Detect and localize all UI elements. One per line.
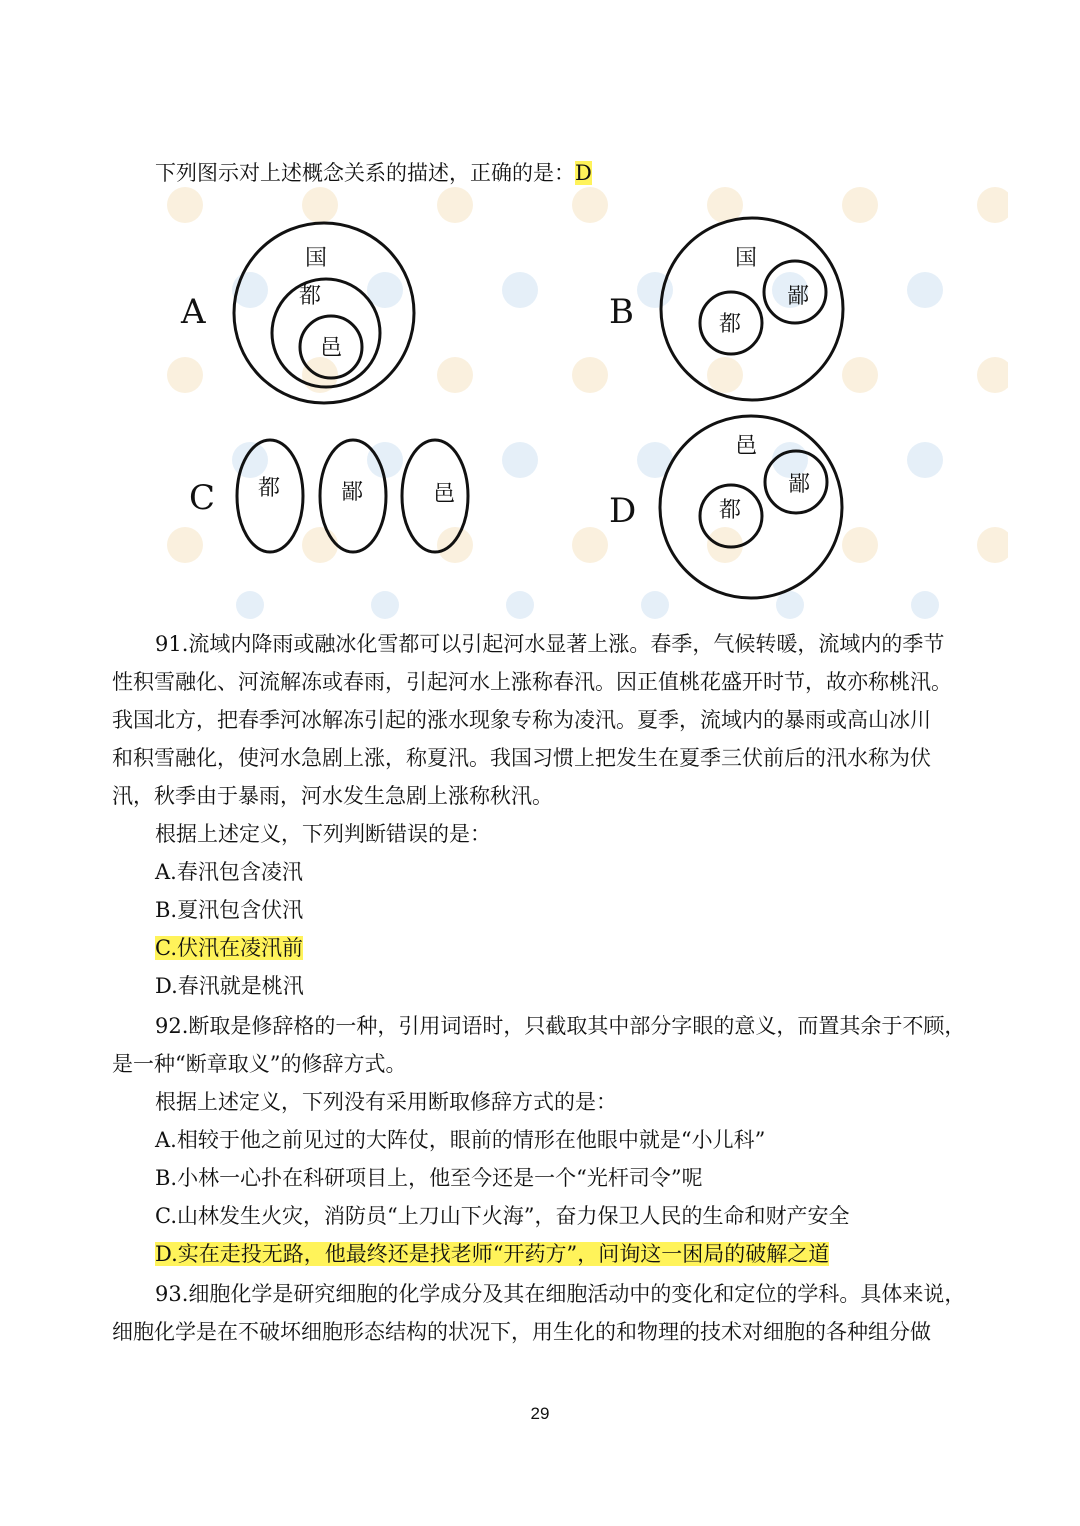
answer-highlight: D — [575, 161, 592, 185]
q92-option-d-row — [155, 1240, 829, 1268]
panel-b-label: B — [609, 292, 634, 332]
watermark-pattern — [167, 187, 1008, 619]
panel-d-outer-label: 邑 — [735, 434, 758, 459]
q91-line-1: 91.流域内降雨或融冰化雪都可以引起河水显著上涨。春季，气候转暖，流域内的季节 — [155, 632, 945, 656]
panel-d-right-label: 鄙 — [788, 472, 811, 497]
q92-line-2: 是一种“断章取义”的修辞方式。 — [112, 1052, 407, 1076]
panel-a-inner-label: 邑 — [320, 336, 343, 361]
q91-prompt: 根据上述定义，下列判断错误的是： — [155, 822, 491, 846]
panel-c-third-label: 邑 — [433, 482, 456, 507]
panel-c-second-label: 鄙 — [341, 480, 364, 505]
q93-line-1: 93.细胞化学是研究细胞的化学成分及其在细胞活动中的变化和定位的学科。具体来说， — [155, 1282, 966, 1306]
q92-option-a: A.相较于他之前见过的大阵仗，眼前的情形在他眼中就是“小儿科” — [155, 1128, 766, 1152]
q91-option-d: D.春汛就是桃汛 — [155, 974, 304, 998]
q91-line-3: 我国北方，把春季河冰解冻引起的涨水现象专称为凌汛。夏季，流域内的暴雨或高山冰川 — [112, 708, 931, 732]
q92-prompt: 根据上述定义，下列没有采用断取修辞方式的是： — [155, 1090, 617, 1114]
panel-b-left-label: 都 — [719, 312, 742, 337]
panel-d-left-label: 都 — [719, 498, 742, 523]
q91-option-a: A.春汛包含凌汛 — [155, 860, 303, 884]
q91-option-c: C.伏汛在凌汛前 — [155, 936, 303, 960]
panel-b-right-label: 鄙 — [787, 284, 810, 309]
q92-option-b: B.小林一心扑在科研项目上，他至今还是一个“光杆司令”呢 — [155, 1166, 703, 1190]
q92-option-d: D.实在走投无路，他最终还是找老师“开药方”，问询这一困局的破解之道 — [155, 1242, 830, 1266]
q92-option-c: C.山林发生火灾，消防员“上刀山下火海”，奋力保卫人民的生命和财产安全 — [155, 1204, 850, 1228]
panel-c — [189, 440, 468, 552]
panel-d-label: D — [609, 491, 637, 531]
q91-line-2: 性积雪融化、河流解冻或春雨，引起河水上涨称春汛。因正值桃花盛开时节，故亦称桃汛。 — [112, 670, 952, 694]
question-intro-text: 下列图示对上述概念关系的描述，正确的是： — [155, 161, 575, 185]
q91-line-5: 汛，秋季由于暴雨，河水发生急剧上涨称秋汛。 — [112, 784, 553, 808]
panel-a-label: A — [181, 292, 206, 332]
q91-option-c-row — [155, 934, 303, 962]
q93-line-2: 细胞化学是在不破坏细胞形态结构的状况下，用生化的和物理的技术对细胞的各种组分做 — [112, 1320, 931, 1344]
panel-a-outer-label: 国 — [305, 246, 328, 271]
page-number: 29 — [530, 1404, 550, 1423]
question-intro — [155, 159, 592, 187]
concept-diagram-figure — [155, 185, 1008, 620]
q91-option-b: B.夏汛包含伏汛 — [155, 898, 304, 922]
panel-a-middle-label: 都 — [299, 284, 322, 309]
q91-line-4: 和积雪融化，使河水急剧上涨，称夏汛。我国习惯上把发生在夏季三伏前后的汛水称为伏 — [112, 746, 931, 770]
q92-line-1: 92.断取是修辞格的一种，引用词语时，只截取其中部分字眼的意义，而置其余于不顾， — [155, 1014, 966, 1038]
panel-d — [609, 416, 842, 598]
panel-a — [180, 223, 414, 403]
panel-c-label: C — [189, 478, 216, 518]
panel-b-outer-label: 国 — [735, 246, 758, 271]
panel-c-first-label: 都 — [258, 476, 281, 501]
